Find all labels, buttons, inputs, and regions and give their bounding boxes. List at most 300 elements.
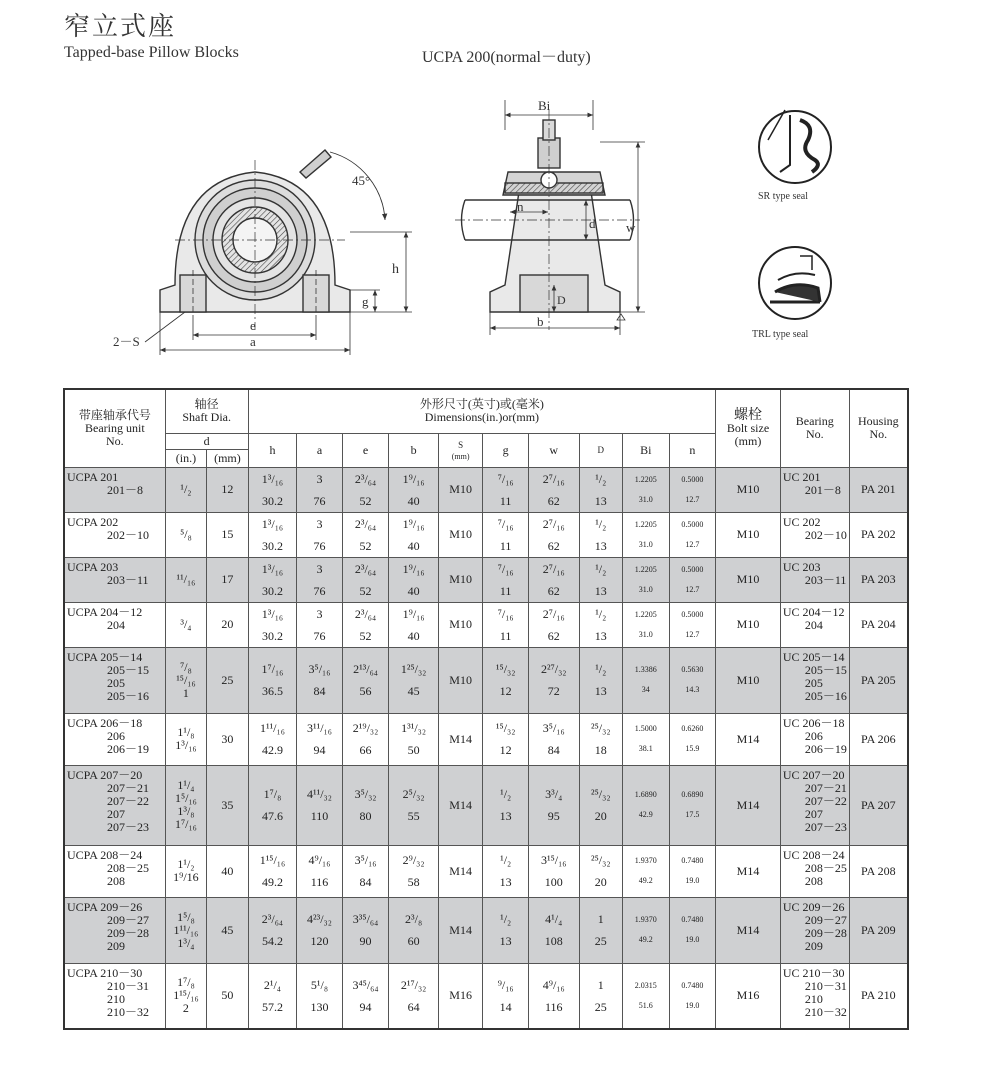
w-label: w (626, 220, 636, 235)
h-line: 1⁷/₁₆ (261, 662, 284, 676)
n-line: 0.7480 (681, 856, 704, 865)
a-cell (297, 897, 343, 963)
Bi-line: 31.0 (638, 584, 653, 594)
a-line: 94 (313, 743, 326, 757)
a-label: a (250, 334, 256, 349)
a-line: 116 (310, 875, 329, 889)
bearing-cell (780, 897, 849, 963)
table-row (64, 963, 908, 1029)
unit-line: UCPA 202 (67, 514, 119, 529)
header-housing: Housing No. (849, 389, 908, 467)
e-line: 2³/₆₄ (354, 471, 377, 486)
unit-line: 209 (107, 938, 125, 953)
e-cell (342, 845, 389, 897)
g-cell (483, 512, 529, 557)
D-line: ¹/₂ (595, 471, 607, 486)
e-cell (342, 602, 389, 647)
e-line: 3⁵/₃₂ (354, 787, 377, 801)
unit-line: 210 (107, 991, 125, 1006)
a-line: 76 (313, 583, 326, 598)
b-line: 2¹⁷/₃₂ (400, 977, 427, 992)
g-line: 12 (499, 743, 512, 757)
unit-line: UCPA 201 (67, 469, 119, 484)
unit-line: 209－27 (107, 912, 150, 927)
bearing-line: 203－11 (804, 572, 847, 587)
h-label: h (392, 262, 399, 277)
n-line: 0.7480 (681, 980, 704, 990)
w-line: 3¹⁵/₁₆ (540, 853, 567, 867)
bi-cell (623, 897, 670, 963)
shaft-in-cell (165, 647, 206, 713)
e-line: 80 (359, 809, 372, 823)
g-line: 13 (499, 934, 512, 948)
g-label: g (362, 294, 369, 309)
shaft-in-cell: ³/₄ (165, 602, 206, 647)
e-line: 52 (359, 538, 372, 553)
bearing-cell (780, 602, 849, 647)
g-line: 11 (499, 583, 512, 598)
bolt-cell: M10 (716, 512, 781, 557)
unit-cell (64, 557, 165, 602)
w-cell (528, 963, 579, 1029)
b-line: 40 (407, 583, 420, 598)
Bi-line: 1.2205 (634, 474, 657, 484)
shaft-mm-cell: 50 (207, 963, 248, 1029)
bearing-cell (780, 467, 849, 512)
bolt-cell: M14 (716, 845, 781, 897)
h-line: 54.2 (261, 934, 283, 948)
g-line: ⁷/₁₆ (497, 606, 514, 621)
unit-line: 207－21 (107, 780, 150, 795)
w-cell (528, 713, 579, 765)
D-line: 1 (597, 977, 604, 992)
header-n: n (669, 433, 716, 467)
s-cell: M14 (438, 845, 483, 897)
a-line: 120 (310, 934, 329, 948)
s-cell: M14 (438, 713, 483, 765)
D-line: 13 (594, 583, 607, 598)
bi-cell (623, 647, 670, 713)
e-line: 52 (359, 628, 372, 643)
bearing-line: UC 208－24 (782, 847, 845, 862)
header-w: w (528, 433, 579, 467)
in-line: 1⁵/₈ (177, 909, 195, 924)
bearing-line: 204 (804, 617, 823, 632)
bi-cell (623, 512, 670, 557)
g-line: ⁹/₁₆ (497, 977, 514, 992)
w-cell (528, 647, 579, 713)
in-line: ¹⁵/₁₆ (176, 672, 196, 687)
n-line: 0.5000 (681, 519, 704, 529)
b-cell (389, 467, 439, 512)
bearing-line: 202－10 (804, 527, 847, 542)
housing-cell: PA 203 (849, 557, 908, 602)
table-row (64, 897, 908, 963)
D-line: 25 (594, 934, 607, 948)
s-cell: M10 (438, 602, 483, 647)
b-cell (389, 512, 439, 557)
a-cell (297, 467, 343, 512)
shaft-mm-cell: 45 (207, 897, 248, 963)
shaft-in-cell: ¹¹/₁₆ (165, 557, 206, 602)
w-cell (528, 845, 579, 897)
Bi-line: 1.3386 (634, 665, 657, 674)
D-cell (579, 467, 623, 512)
h-cell (248, 557, 297, 602)
w-line: 2²⁷/₃₂ (540, 662, 567, 676)
n-line: 0.6890 (681, 790, 704, 799)
h-line: 30.2 (261, 493, 283, 508)
bolt-cell: M14 (716, 713, 781, 765)
unit-line: 207 (107, 806, 125, 821)
s-cell: M10 (438, 557, 483, 602)
b-line: 60 (407, 934, 420, 948)
table-row (64, 557, 908, 602)
unit-cell (64, 713, 165, 765)
housing-cell: PA 207 (849, 765, 908, 845)
Bi-line: 31.0 (638, 629, 653, 639)
e-line: 52 (359, 583, 372, 598)
D-line: ²⁵/₃₂ (591, 853, 611, 867)
n-label: n (517, 199, 524, 214)
page-title: 窄立式座 (64, 12, 177, 42)
g-line: 11 (499, 493, 512, 508)
bearing-line: UC 210－30 (782, 965, 845, 980)
D-line: 13 (594, 538, 607, 553)
s-cell: M10 (438, 467, 483, 512)
w-line: 84 (547, 743, 560, 757)
table-row (64, 647, 908, 713)
D-cell (579, 963, 623, 1029)
in-line: 1 (182, 685, 189, 700)
housing-cell: PA 206 (849, 713, 908, 765)
h-line: 47.6 (261, 809, 283, 823)
unit-line: 204 (107, 617, 125, 632)
unit-cell (64, 897, 165, 963)
bearing-line: 201－8 (804, 482, 841, 497)
h-line: 1¹⁵/₁₆ (259, 853, 286, 867)
unit-cell (64, 602, 165, 647)
n-line: 0.5630 (681, 665, 704, 674)
header-b: b (389, 433, 439, 467)
g-cell (483, 467, 529, 512)
n-line: 17.5 (685, 810, 700, 819)
a-cell (297, 963, 343, 1029)
bearing-line: 210 (804, 991, 823, 1006)
housing-cell: PA 201 (849, 467, 908, 512)
D-line: ¹/₂ (595, 561, 607, 576)
bearing-line: 209－28 (804, 925, 847, 940)
header-h: h (248, 433, 297, 467)
unit-line: 203－11 (107, 572, 149, 587)
g-cell (483, 897, 529, 963)
e-line: 3³⁵/₆₄ (352, 912, 379, 926)
a-line: 76 (313, 493, 326, 508)
table-row (64, 845, 908, 897)
D-cell (579, 512, 623, 557)
w-cell (528, 557, 579, 602)
header-g: g (483, 433, 529, 467)
housing-cell: PA 202 (849, 512, 908, 557)
a-line: 5¹/₈ (310, 977, 329, 992)
g-line: ¹/₂ (500, 853, 512, 867)
unit-line: 206 (107, 728, 125, 743)
bi-cell (623, 467, 670, 512)
w-line: 108 (544, 934, 563, 948)
s-cell: M10 (438, 647, 483, 713)
bearing-cell (780, 765, 849, 845)
w-cell (528, 512, 579, 557)
sr-seal-icon (759, 110, 831, 183)
h-line: 49.2 (261, 875, 283, 889)
n-cell (669, 557, 716, 602)
unit-line: 209－28 (107, 925, 150, 940)
unit-cell (64, 467, 165, 512)
header-mm: (mm) (207, 449, 248, 467)
D-line: ¹/₂ (595, 662, 607, 676)
g-cell (483, 713, 529, 765)
unit-line: 207－22 (107, 793, 150, 808)
b-cell (389, 897, 439, 963)
series-label: UCPA 200(normal－duty) (422, 49, 591, 66)
n-cell (669, 845, 716, 897)
unit-line: 201－8 (107, 482, 144, 497)
g-line: 14 (499, 999, 512, 1014)
w-line: 100 (544, 875, 563, 889)
table-row (64, 602, 908, 647)
b-line: 64 (407, 999, 420, 1014)
g-cell (483, 765, 529, 845)
n-cell (669, 467, 716, 512)
header-s: S (mm) (438, 433, 483, 467)
h-line: 30.2 (261, 538, 283, 553)
Bi-line: 49.2 (638, 935, 653, 944)
unit-line: 207－23 (107, 819, 150, 834)
D-line: ²⁵/₃₂ (591, 721, 611, 735)
a-cell (297, 602, 343, 647)
g-line: 11 (499, 628, 512, 643)
header-bi: Bi (623, 433, 670, 467)
w-line: 2⁷/₁₆ (542, 471, 565, 486)
a-line: 3 (316, 516, 323, 531)
Bi-line: 42.9 (638, 810, 653, 819)
bearing-cell (780, 963, 849, 1029)
n-cell (669, 765, 716, 845)
shaft-in-cell: ⁵/₈ (165, 512, 206, 557)
unit-line: UCPA 210－30 (67, 965, 143, 980)
bolt-cell: M14 (716, 897, 781, 963)
a-cell (297, 512, 343, 557)
n-line: 19.0 (685, 1000, 700, 1010)
bearing-line: UC 202 (782, 514, 821, 529)
a-line: 3 (316, 471, 323, 486)
s-cell: M16 (438, 963, 483, 1029)
h-line: 30.2 (261, 583, 283, 598)
page-subtitle: Tapped-base Pillow Blocks (64, 44, 239, 61)
unit-line: UCPA 209－26 (67, 899, 143, 914)
n-cell (669, 512, 716, 557)
e-cell (342, 557, 389, 602)
bearing-line: UC 207－20 (782, 767, 845, 782)
housing-cell: PA 204 (849, 602, 908, 647)
n-line: 12.7 (685, 539, 700, 549)
e-line: 2¹³/₆₄ (353, 662, 378, 676)
bearing-line: 210－31 (804, 978, 847, 993)
g-cell (483, 557, 529, 602)
b-line: 2⁵/₃₂ (402, 787, 425, 801)
h-cell (248, 647, 297, 713)
a-line: 4²³/₃₂ (307, 912, 332, 926)
b-cell (389, 765, 439, 845)
bolt-cell: M14 (716, 765, 781, 845)
h-cell (248, 897, 297, 963)
bearing-line: UC 209－26 (782, 899, 845, 914)
unit-line: UCPA 206－18 (67, 715, 143, 730)
w-line: 2⁷/₁₆ (542, 606, 565, 621)
e-cell (342, 467, 389, 512)
bolt-cell: M10 (716, 647, 781, 713)
n-line: 0.5000 (681, 609, 704, 619)
in-line: 1³/₄ (177, 935, 195, 950)
D-line: 20 (594, 875, 607, 889)
b-line: 1²⁵/₃₂ (400, 662, 427, 676)
in-line: 1³/₁₆ (175, 738, 197, 752)
e-cell (342, 897, 389, 963)
n-line: 0.6260 (681, 724, 704, 733)
e-cell (342, 512, 389, 557)
D-cell (579, 845, 623, 897)
d-label: d (589, 216, 596, 231)
D-line: 20 (594, 809, 607, 823)
g-cell (483, 963, 529, 1029)
g-line: ¹/₂ (500, 787, 512, 801)
D-cell (579, 647, 623, 713)
a-line: 4¹¹/₃₂ (307, 787, 332, 801)
in-line: 1⁹/16 (173, 870, 199, 884)
w-line: 4⁹/₁₆ (542, 977, 565, 992)
D-line: 13 (594, 493, 607, 508)
Bi-line: 34 (641, 685, 650, 694)
bearing-line: 206－19 (804, 741, 847, 756)
w-line: 62 (547, 583, 560, 598)
bolt-cell: M16 (716, 963, 781, 1029)
bearing-line: 208 (804, 873, 823, 888)
e-line: 2³/₆₄ (354, 561, 377, 576)
Bi-line: 1.6890 (634, 790, 657, 799)
b-cell (389, 602, 439, 647)
h-line: 42.9 (261, 743, 283, 757)
h-line: 57.2 (261, 999, 283, 1014)
b-line: 2³/₈ (405, 912, 423, 926)
g-line: ¹⁵/₃₂ (495, 721, 516, 735)
bearing-cell (780, 713, 849, 765)
unit-line: 210－31 (107, 978, 150, 993)
shaft-in-cell (165, 963, 206, 1029)
n-cell (669, 963, 716, 1029)
shaft-mm-cell: 20 (207, 602, 248, 647)
unit-cell (64, 512, 165, 557)
h-line: 2³/₆₄ (261, 912, 284, 926)
D-line: ¹/₂ (595, 516, 607, 531)
D-cell (579, 602, 623, 647)
D-cell (579, 765, 623, 845)
g-line: ¹⁵/₃₂ (495, 662, 516, 676)
n-line: 0.5000 (681, 564, 704, 574)
bi-cell (623, 557, 670, 602)
header-bolt: 螺栓 Bolt size (mm) (716, 389, 781, 467)
bearing-line: 209－27 (804, 912, 847, 927)
header-unit: 带座轴承代号 Bearing unit No. (64, 389, 165, 467)
shaft-mm-cell: 35 (207, 765, 248, 845)
b-line: 1⁹/₁₆ (402, 606, 425, 621)
bolt-cell: M10 (716, 467, 781, 512)
h-line: 2¹/₄ (263, 977, 281, 992)
n-cell (669, 647, 716, 713)
bearing-line: UC 206－18 (782, 715, 845, 730)
shaft-in-cell: ¹/₂ (165, 467, 206, 512)
e-line: 2¹⁹/₃₂ (352, 721, 379, 735)
shaft-in-cell (165, 845, 206, 897)
g-line: 11 (499, 538, 512, 553)
bi-cell (623, 963, 670, 1029)
a-line: 130 (310, 999, 329, 1014)
header-e: e (342, 433, 389, 467)
w-cell (528, 602, 579, 647)
e-line: 66 (359, 743, 372, 757)
housing-cell: PA 208 (849, 845, 908, 897)
Bi-line: 31.0 (638, 494, 653, 504)
b-cell (389, 713, 439, 765)
unit-line: 205－16 (107, 688, 150, 703)
in-line: 2 (182, 1001, 189, 1016)
in-line: 1³/₈ (177, 804, 195, 818)
h-line: 1³/₁₆ (261, 471, 284, 486)
w-line: 62 (547, 493, 560, 508)
D-line: 1 (597, 912, 604, 926)
w-line: 72 (547, 684, 560, 698)
in-line: ⁷/₈ (180, 659, 192, 674)
header-in: (in.) (165, 449, 206, 467)
a-cell (297, 845, 343, 897)
h-line: 36.5 (261, 684, 283, 698)
unit-line: 208－25 (107, 860, 150, 875)
w-line: 116 (544, 999, 563, 1014)
Bi-line: 2.0315 (634, 980, 657, 990)
e-line: 56 (359, 684, 372, 698)
unit-cell (64, 963, 165, 1029)
table-row (64, 467, 908, 512)
g-cell (483, 845, 529, 897)
h-cell (248, 602, 297, 647)
unit-line: UCPA 203 (67, 559, 119, 574)
shaft-mm-cell: 15 (207, 512, 248, 557)
a-line: 3 (316, 606, 323, 621)
b-cell (389, 845, 439, 897)
angle-label: 45° (352, 173, 371, 188)
header-dimensions: 外形尺寸(英寸)或(毫米) Dimensions(in.)or(mm) (248, 389, 715, 433)
h-cell (248, 845, 297, 897)
bearing-line: 210－32 (804, 1004, 847, 1019)
D-line: 13 (594, 628, 607, 643)
n-line: 0.5000 (681, 474, 704, 484)
h-cell (248, 713, 297, 765)
w-cell (528, 897, 579, 963)
bearing-line: 207－23 (804, 819, 847, 834)
w-cell (528, 765, 579, 845)
a-cell (297, 713, 343, 765)
housing-cell: PA 205 (849, 647, 908, 713)
a-line: 3¹¹/₁₆ (307, 721, 332, 735)
